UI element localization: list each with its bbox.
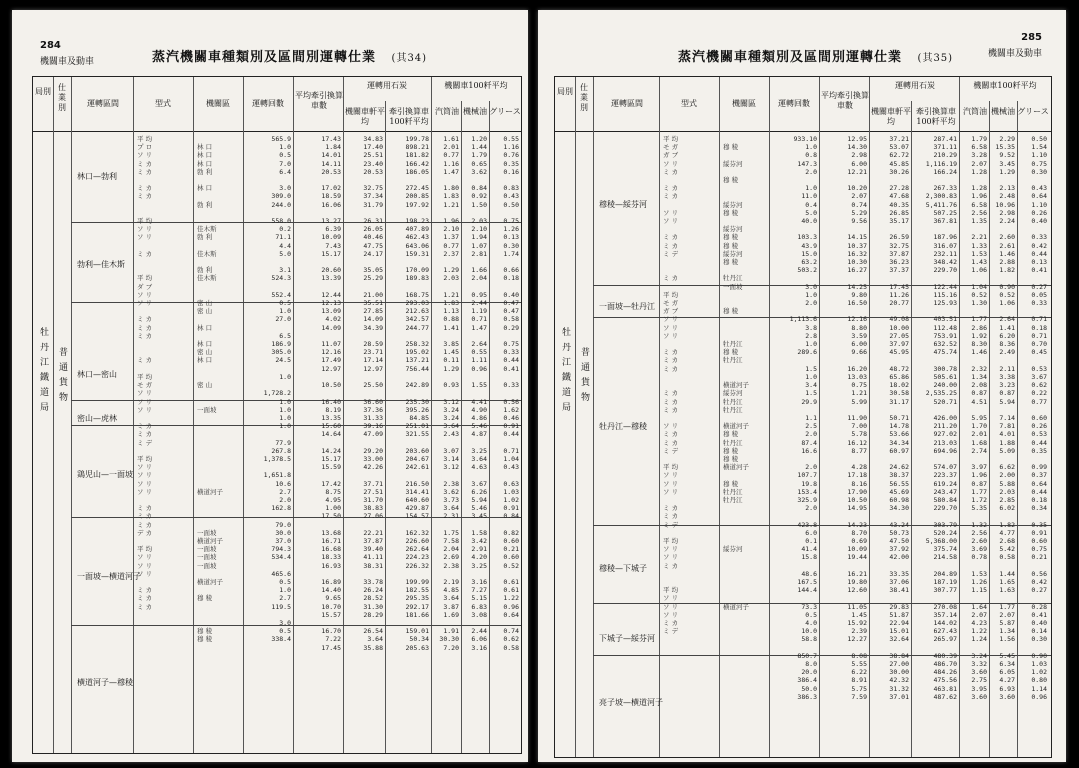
right-page [538,10,1066,762]
header-coal-group: 運轉用石炭 [895,81,935,90]
col-divider [53,77,54,753]
header-depot: 機關區 [206,99,230,108]
avg-cars-column: 17.43 1.84 14.01 14.11 20.53 17.02 18.59 16.06 13.27 6.39 10.09 7.43 15.17 20.60 13.39 12.44 12.13 13.09 4.02 14.09 11.07 12.16 17.49 12.97 10.50 16.40 8.19 13.35 15.60 14.64 14.24 15.17 15.59 17.42 8.75 4.95 1.00 17.50 13.68 16.71 16.68 18.33 16.93 16.89 14.40 9.65 10.70 15.57 16.70 7.22 17.45 [321,135,341,652]
type-column: 平 均 モ ガ ガ ブ ソ リ ミ カ ミ カ ミ カ ソ リ ソ リ ミ カ ミ カ ミ デ ミ カ 平 均 モ ガ ガ ブ ソ リ ソ リ ソ リ ミ カ ミ カ ミ カ ミ カ ミ カ ミ カ ソ リ ミ カ ミ カ ミ デ 平 均 ソ リ ソ リ ソ リ ミ カ ミ カ ミ デ 平 均 ソ リ ソ リ ミ カ 平 均 ソ リ ソ リ ソ リ ミ カ ミ デ [663,135,679,636]
col-divider [243,77,244,753]
route-label: 密山—虎林 [77,414,117,423]
header-section: 運轉區間 [87,99,119,108]
col-divider [385,101,386,753]
route-label: 一面坡—牡丹江 [599,302,655,311]
book-gutter [528,0,538,768]
header-bureau: 局別 [557,87,573,96]
header-machine-oil: 機械油 [463,107,487,116]
right-page-number: 285 [1021,32,1042,43]
coal-per-100-column: 199.78 898.21 181.82 166.42 186.05 272.45 200.85 197.92 198.23 407.89 462.43 643.06 159.31 170.09 189.83 168.75 293.03 212.63 342.57 244.77 258.32 195.02 137.21 756.44 242.89 235.30 395.26 84.85 251.01 321.55 203.60 204.67 242.61 216.50 314.41 640.60 429.87 154.57 162.32 226.60 262.64 224.23 226.32 199.99 182.55 295.35 292.17 181.66 159.01 50.34 205.63 [405,135,429,652]
header-grease: グリース [1017,107,1049,116]
col-divider [133,77,134,753]
depot-column: 穆 稜 綏芬河 穆 稜 綏芬河 穆 稜 綏芬河 穆 稜 穆 稜 綏芬河 穆 稜 牡丹江 一面坡 穆 稜 牡丹江 穆 稜 牡丹江 横道河子 綏芬河 牡丹江 牡丹江 横道河子 穆 稜 牡丹江 穆 稜 穆 稜 横道河子 穆 稜 牡丹江 牡丹江 綏芬河 横道河子 [723,143,749,611]
grease-column: 0.50 1.54 1.10 0.75 0.30 0.43 0.64 1.10 0.26 0.40 0.33 0.42 0.44 0.13 0.41 0.27 0.05 0.33 0.71 0.18 0.71 0.70 0.45 0.53 3.67 0.62 0.22 0.77 0.60 0.26 0.53 0.44 0.35 0.99 0.37 0.64 0.44 0.18 0.34 0.35 0.91 0.60 0.75 0.21 0.56 0.42 0.27 0.28 0.41 0.40 0.14 0.30 0.90 1.03 1.02 0.80 1.14 0.96 [1031,135,1047,701]
depot-column: 林 口 林 口 林 口 勃 利 林 口 勃 利 佳木斯 勃 利 佳木斯 勃 利 佳木斯 密 山 密 山 林 口 林 口 密 山 林 口 密 山 一面坡 横道河子 一面坡 横道河子 一面坡 一面坡 一面坡 横道河子 穆 稜 穆 稜 穆 稜 [197,143,223,644]
right-header-label: 機關車及動車 [987,49,1042,59]
route-label: 勃利—佳木斯 [77,260,125,269]
col-divider [989,101,990,757]
header-machine-oil: 機械油 [991,107,1015,116]
left-table-number: (其34) [391,53,428,64]
route-label: 穆稜—綏芬河 [599,200,647,209]
route-label: 穆稜—下城子 [599,564,647,573]
header-trips: 運轉回數 [252,99,284,108]
coal-per-100-column: 287.41 371.11 210.29 1,116.19 166.24 267.33 2,300.83 5,411.76 507.25 367.81 187.96 316.07 232.11 348.42 229.70 122.44 115.16 125.93 403.51 112.48 753.91 632.52 475.74 300.78 505.61 240.00 2,535.25 520.71 426.00 211.20 927.02 213.03 694.96 574.07 223.37 619.24 243.47 580.84 229.70 303.79 520.24 5,368.00 375.74 214.58 204.89 187.19 307.77 270.08 357.14 144.02 627.43 265.97 480.39 486.70 484.26 475.56 463.81 487.62 [925,135,957,701]
header-cylinder-oil: 汽筒油 [963,107,987,116]
header-grease: グリース [489,107,521,116]
header-business: 仕業別 [580,83,588,112]
header-cylinder-oil: 汽筒油 [435,107,459,116]
route-label: 横道河子—穆稜 [77,678,133,687]
header-business: 仕業別 [58,83,66,112]
header-trips: 運轉回數 [778,99,810,108]
header-type: 型式 [681,99,697,108]
route-label: 林口—勃利 [77,172,117,181]
header-per100k-group: 機關車100粁平均 [973,81,1037,90]
col-divider [461,101,462,753]
header-bureau: 局別 [35,87,51,96]
header-avg-cars: 平均牽引換算車數 [295,91,343,110]
col-divider [343,77,344,753]
header-type: 型式 [155,99,171,108]
left-header-label: 機關車及動車 [40,57,95,67]
left-data-table [32,76,522,754]
left-bureau-label: 牡丹江鐵道局 [38,327,48,417]
coal-per-car-column: 34.83 17.40 25.51 23.40 20.53 32.75 37.34 31.79 26.31 26.05 40.46 47.75 24.17 35.05 25.29 21.00 35.51 27.85 14.09 34.39 28.59 23.71 17.14 12.97 25.50 36.60 37.36 31.33 39.16 47.09 29.20 33.00 42.26 37.71 27.51 31.70 38.83 27.06 22.21 37.87 39.40 41.11 38.31 33.78 26.24 28.52 31.30 28.29 26.54 3.64 35.88 [363,135,383,652]
route-label: 下城子—綏芬河 [599,634,655,643]
trips-column: 565.9 1.0 0.5 7.0 6.4 3.0 309.0 244.0 558.0 0.2 71.1 4.4 5.0 3.1 524.3 552.4 0.5 1.0 27.0 6.5 186.9 305.0 24.5 1.0 1,728.2 1.0 1.0 1.0 1.0 77.9 267.8 1,378.5 1,651.8 10.6 2.7 2.0 162.8 79.0 30.0 37.0 794.3 534.4 465.6 0.5 1.0 2.7 119.5 3.0 0.5 338.4 [263,135,291,644]
right-table-number: (其35) [917,53,954,64]
header-coal-per-car: 機關車軒平均 [345,107,385,126]
machine-oil-column: 1.20 1.44 1.79 0.65 3.62 0.84 0.92 1.50 2.03 2.10 1.94 1.07 2.81 1.66 2.04 0.95 2.44 1.19 0.71 1.47 2.64 0.55 1.11 0.96 1.55 4.41 4.90 4.86 5.46 4.87 3.25 3.64 4.63 3.67 6.26 5.94 5.46 3.45 1.58 3.42 2.91 4.20 3.25 3.16 7.27 5.15 6.83 3.08 2.44 6.06 3.16 [471,135,487,652]
left-page [12,10,528,762]
col-divider [71,77,72,753]
cylinder-oil-column: 1.61 2.01 0.77 1.16 1.47 1.80 1.83 1.21 1.96 2.10 1.37 0.77 2.37 1.29 2.03 1.21 1.83 1.13 0.88 1.41 3.85 1.45 0.11 1.29 0.93 3.12 3.24 3.24 3.64 2.43 3.07 3.14 3.12 2.38 3.62 3.73 3.64 2.31 1.75 7.58 2.04 2.69 2.38 2.19 4.85 3.64 3.87 1.69 1.91 30.30 7.20 [439,135,459,652]
right-data-table [554,76,1052,758]
col-divider [489,101,490,753]
header-coal-group: 運轉用石炭 [367,81,407,90]
coal-per-car-column: 37.21 53.07 62.72 45.85 30.26 27.28 47.68 40.35 26.85 35.17 26.59 32.75 37.87 36.23 37.37 17.45 11.26 20.77 49.08 10.00 27.05 37.97 45.95 48.72 65.86 18.02 30.58 31.17 50.71 14.78 53.66 34.34 60.97 24.62 38.37 56.55 45.69 60.98 34.30 43.24 50.73 47.50 37.92 42.00 33.35 37.06 38.41 29.83 51.87 22.94 15.01 32.64 38.84 27.00 30.00 42.32 31.32 37.01 [889,135,909,701]
col-divider [293,77,294,753]
header-coal-per-car: 機關車軒平均 [871,107,911,126]
route-label: 林口—密山 [77,370,117,379]
col-divider [1017,101,1018,757]
left-page-number: 284 [40,40,61,51]
left-table-header [33,77,521,132]
type-column: 平 均 プ ロ ソ リ ミ カ ミ カ ミ カ ミ カ 平 均 ソ リ ソ リ ミ カ 平 均 ダ ブ ソ リ ソ リ ミ カ ミ カ ミ カ ミ カ 平 均 モ ガ ソ リ ソ リ ソ リ ミ カ ミ カ ミ デ 平 均 ソ リ ソ リ ソ リ ソ リ ミ カ ミ カ ミ カ デ カ 平 均 ソ リ ソ リ ソ リ ミ カ ミ カ ミ カ [137,135,153,611]
route-label: 亮子坡—横道河子 [599,698,663,707]
avg-cars-column: 12.95 14.30 2.98 6.00 12.21 10.20 2.07 0.74 5.29 9.56 14.15 10.37 16.32 10.30 16.27 14.25 9.80 16.50 12.16 8.80 3.59 6.00 9.66 16.20 13.03 0.75 1.21 5.99 11.90 7.00 5.78 16.12 8.77 4.28 17.18 8.16 17.90 10.50 14.95 14.23 8.70 0.69 10.09 19.44 16.21 19.80 12.60 11.05 1.45 15.92 2.39 12.27 8.08 5.55 6.22 8.91 5.75 7.59 [847,135,867,701]
header-section: 運轉區間 [611,99,643,108]
right-table-header [555,77,1051,132]
left-title-text: 蒸汽機關車種類別及區間別運轉仕業 [152,50,377,65]
right-title-text: 蒸汽機關車種類別及區間別運轉仕業 [678,50,903,65]
route-label: 鶏児山—一面坡 [77,470,133,479]
machine-oil-column: 2.29 15.35 9.52 3.45 1.29 2.13 2.48 10.96 2.98 2.24 2.60 2.61 1.46 2.88 1.82 0.90 0.52 1.06 2.64 1.41 6.20 8.36 2.49 2.11 3.38 3.23 0.87 5.94 7.14 7.81 4.01 1.88 5.09 6.62 2.00 5.88 2.03 2.85 6.02 1.82 4.77 2.68 5.42 0.58 1.44 1.65 1.63 1.77 2.07 5.87 1.34 1.56 5.45 6.34 6.05 4.27 6.93 3.60 [995,135,1015,701]
header-coal-per-100: 牽引換算車100粁平均 [916,107,956,126]
trips-column: 933.10 1.0 0.8 147.3 2.0 1.0 11.0 0.4 5.0 40.0 103.3 43.9 15.0 63.2 503.2 3.0 1.0 2.0 1,113.6 3.8 2.8 1.0 289.6 1.5 1.0 3.4 1.5 29.9 1.1 2.5 2.0 87.4 16.6 2.0 107.7 19.8 153.4 325.9 2.0 423.8 6.0 0.1 41.4 15.8 48.6 167.5 144.4 73.3 0.5 4.0 10.0 58.8 850.7 8.0 20.0 386.4 50.0 386.3 [789,135,817,701]
route-label: 牡丹江—穆稜 [599,422,647,431]
route-label: 一面坡—横道河子 [77,572,141,581]
header-avg-cars: 平均牽引換算車數 [821,91,869,110]
cylinder-oil-column: 1.79 6.58 3.28 2.07 1.28 1.28 1.96 6.58 2.56 1.35 2.21 1.33 1.53 1.43 1.06 1.04 0.52 1.30 1.77 2.86 1.92 8.30 1.46 2.32 1.34 2.08 0.87 4.51 5.95 1.70 2.01 1.68 2.74 3.97 1.96 0.87 1.77 1.72 5.35 1.32 2.56 2.60 3.69 0.78 1.53 1.26 1.15 1.64 2.07 4.23 1.22 1.24 3.24 3.32 3.60 2.75 3.95 3.60 [971,135,987,701]
header-depot: 機關區 [732,99,756,108]
left-page-title [152,46,427,65]
col-divider [911,101,912,757]
left-business-label: 普通貨物 [57,347,67,407]
col-divider [193,77,194,753]
right-business-label: 普通貨物 [579,347,589,407]
header-coal-per-100: 牽引換算車100粁平均 [389,107,429,126]
col-divider [431,77,432,753]
right-page-title [678,46,953,65]
right-bureau-label: 牡丹江鐵道局 [560,327,570,417]
col-divider [575,77,576,757]
grease-column: 0.55 1.16 0.76 0.35 0.16 0.83 0.43 0.50 0.75 1.26 0.13 0.30 1.74 0.66 0.18 0.40 0.47 0.47 0.58 0.29 0.75 0.33 0.44 0.41 0.33 0.56 1.62 0.46 0.91 0.44 0.71 1.04 0.43 0.63 1.03 1.02 0.91 0.84 0.82 0.60 0.21 0.60 0.52 0.61 0.61 1.22 0.96 0.64 0.74 0.62 0.58 [503,135,519,652]
header-per100k-group: 機關車100粁平均 [444,81,508,90]
